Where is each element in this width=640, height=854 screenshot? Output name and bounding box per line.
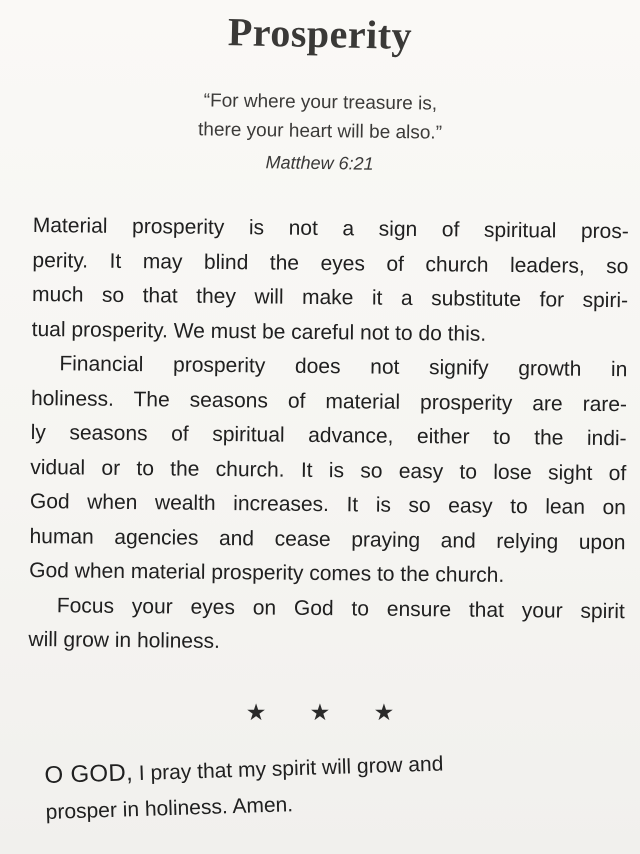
body-line: vidual or to the church. It is so easy to lose sight of (30, 455, 627, 485)
body-line: ly seasons of spiritual advance, either to the indi- (30, 420, 627, 451)
body-line: will grow in holiness. (28, 627, 221, 653)
body-line: holiness. The seasons of material prosperity are rare- (30, 386, 628, 416)
prayer-line-1-text: I pray that my spirit will grow and (132, 752, 444, 786)
section-separator-stars: ★ ★ ★ (245, 700, 413, 726)
body-line: Material prosperity is not a sign of spiritual pros- (32, 213, 629, 244)
epigraph-line-1: “For where your treasure is, (203, 90, 438, 115)
page-title: Prosperity (227, 9, 413, 58)
prayer-lead: O GOD, (44, 759, 134, 789)
body-line: tual prosperity. We must be careful not to do this. (31, 317, 487, 346)
scripture-reference: Matthew 6:21 (265, 152, 374, 174)
devotional-body (28, 209, 629, 664)
epigraph-line-2: there your heart will be also.” (197, 119, 443, 144)
closing-prayer (44, 740, 606, 831)
epigraph (0, 84, 640, 183)
body-line: Financial prosperity does not signify growth in (59, 352, 628, 382)
body-line: perity. It may blind the eyes of church leaders, so (32, 248, 629, 278)
body-line: Focus your eyes on God to ensure that your spirit (56, 593, 625, 623)
body-line: God when wealth increases. It is so easy to lean on (29, 489, 627, 520)
body-line: human agencies and cease praying and relying upon (29, 524, 626, 554)
prayer-line-2: prosper in holiness. Amen. (45, 793, 294, 824)
body-line: God when material prosperity comes to the church. (29, 558, 505, 587)
body-line: much so that they will make it a substitute for spiri- (31, 282, 629, 313)
